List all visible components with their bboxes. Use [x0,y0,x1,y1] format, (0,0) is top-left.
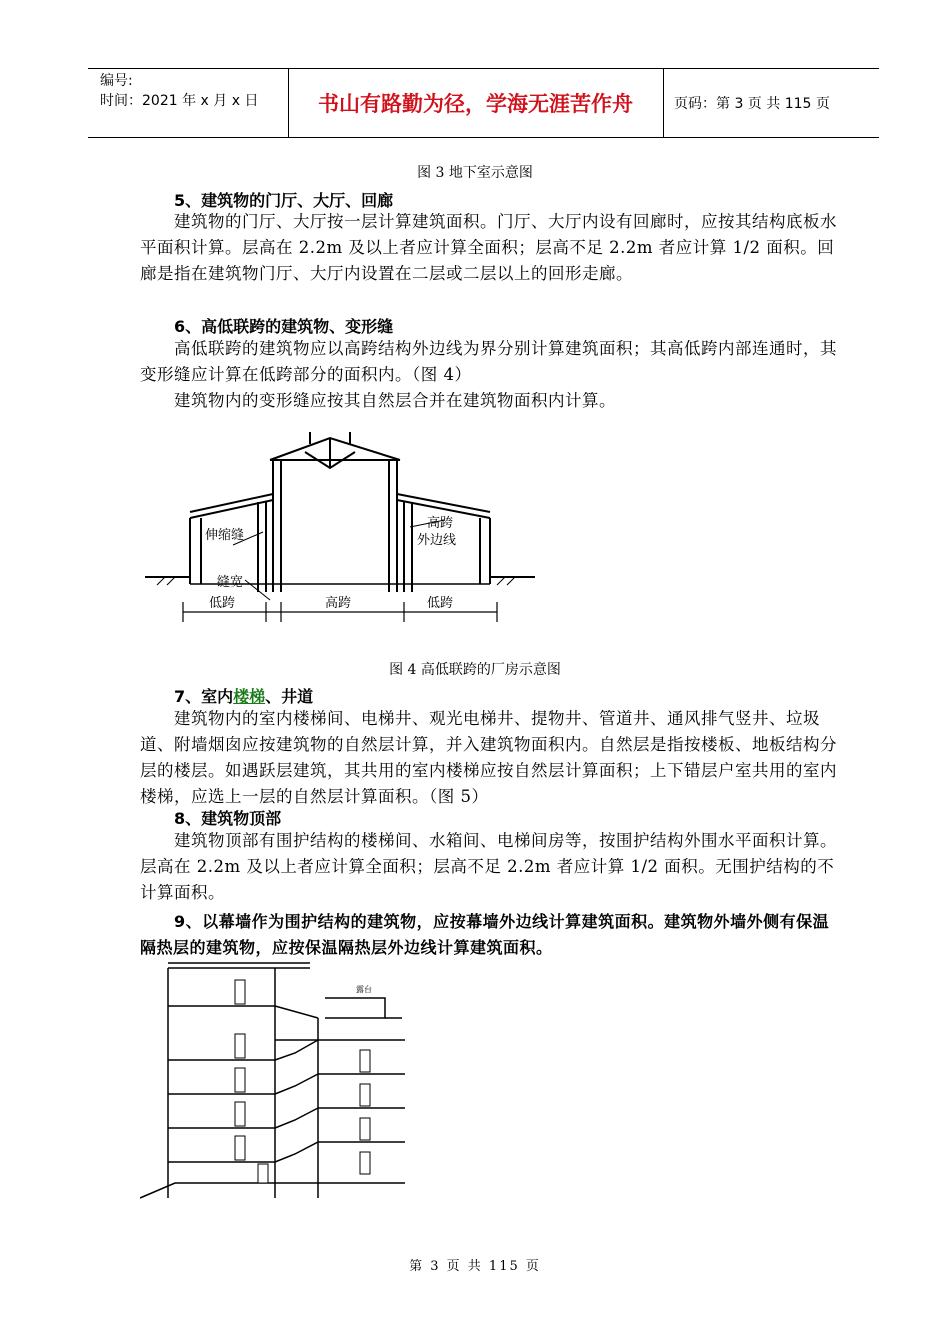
figure-4-diagram [145,432,535,642]
header-motto: 书山有路勤为径，学海无涯苦作舟 [288,69,664,137]
label-roof-terrace: 露台 [356,985,372,994]
section-8-heading: 8、建筑物顶部 [174,809,282,828]
label-high-span: 高跨 [325,596,352,611]
figure-3-caption: 图 3 地下室示意图 [417,165,533,181]
label-high-span-outer-line: 外边线 [417,533,457,548]
section-6-heading: 6、高低联跨的建筑物、变形缝 [174,317,394,336]
section-6-paragraph-2: 建筑物内的变形缝应按其自然层合并在建筑物面积内计算。 [174,391,616,410]
doc-number: 编号: [100,73,133,89]
doc-time: 时间：2021 年 x 月 x 日 [100,93,259,109]
section-7-heading [174,684,313,707]
label-high-span-outer: 高跨 [427,516,454,531]
label-low-span-right: 低跨 [427,596,454,611]
section-8-paragraph: 建筑物顶部有围护结构的楼梯间、水箱间、电梯间房等，按围护结构外围水平面积计算。层高在 2.2m 及以上者应计算全面积；层高不足 2.2m 者应计算 1/2 面积。无围护结构的不计算面积。 [140,831,837,902]
section-5-paragraph: 建筑物的门厅、大厅按一层计算建筑面积。门厅、大厅内设有回廊时，应按其结构底板水平面积计算。层高在 2.2m 及以上者应计算全面积；层高不足 2.2m 者应计算 1/2 面积。回廊是指在建筑物门厅、大厅内设置在二层或二层以上的回形走廊。 [140,212,837,283]
section-7-heading-suffix: 、井道 [265,687,314,706]
figure-4-caption: 图 4 高低联跨的厂房示意图 [389,662,561,678]
page-header [88,68,879,138]
label-expansion-joint: 伸缩缝 [205,528,245,543]
section-5-heading: 5、建筑物的门厅、大厅、回廊 [174,191,394,210]
label-gap-width: 缝宽 [217,575,244,590]
section-7-heading-prefix: 7、室内 [174,687,234,706]
stairs-link[interactable]: 楼梯 [233,687,266,706]
section-6-paragraph-1: 高低联跨的建筑物应以高跨结构外边线为界分别计算建筑面积；其高低跨内部连通时，其变形缝应计算在低跨部分的面积内。（图 4） [140,339,837,384]
header-meta [88,69,289,137]
section-7-paragraph: 建筑物内的室内楼梯间、电梯井、观光电梯井、提物井、管道井、通风排气竖井、垃圾道、附墙烟囱应按建筑物的自然层计算，并入建筑物面积内。自然层是指按楼板、地板结构分层的楼层。如遇跃层建筑，其共用的室内楼梯应按自然层计算面积；上下错层户室共用的室内楼梯，应选上一层的自然层计算面积。（图 5） [140,709,837,806]
figure-5-diagram [140,958,410,1203]
header-page-number: 页码：第 3 页 共 115 页 [674,96,830,112]
page-footer: 第 3 页 共 115 页 [409,1259,541,1274]
label-low-span-left: 低跨 [209,596,236,611]
section-9-paragraph: 9、以幕墙作为围护结构的建筑物，应按幕墙外边线计算建筑面积。建筑物外墙外侧有保温隔热层的建筑物，应按保温隔热层外边线计算建筑面积。 [140,912,830,957]
